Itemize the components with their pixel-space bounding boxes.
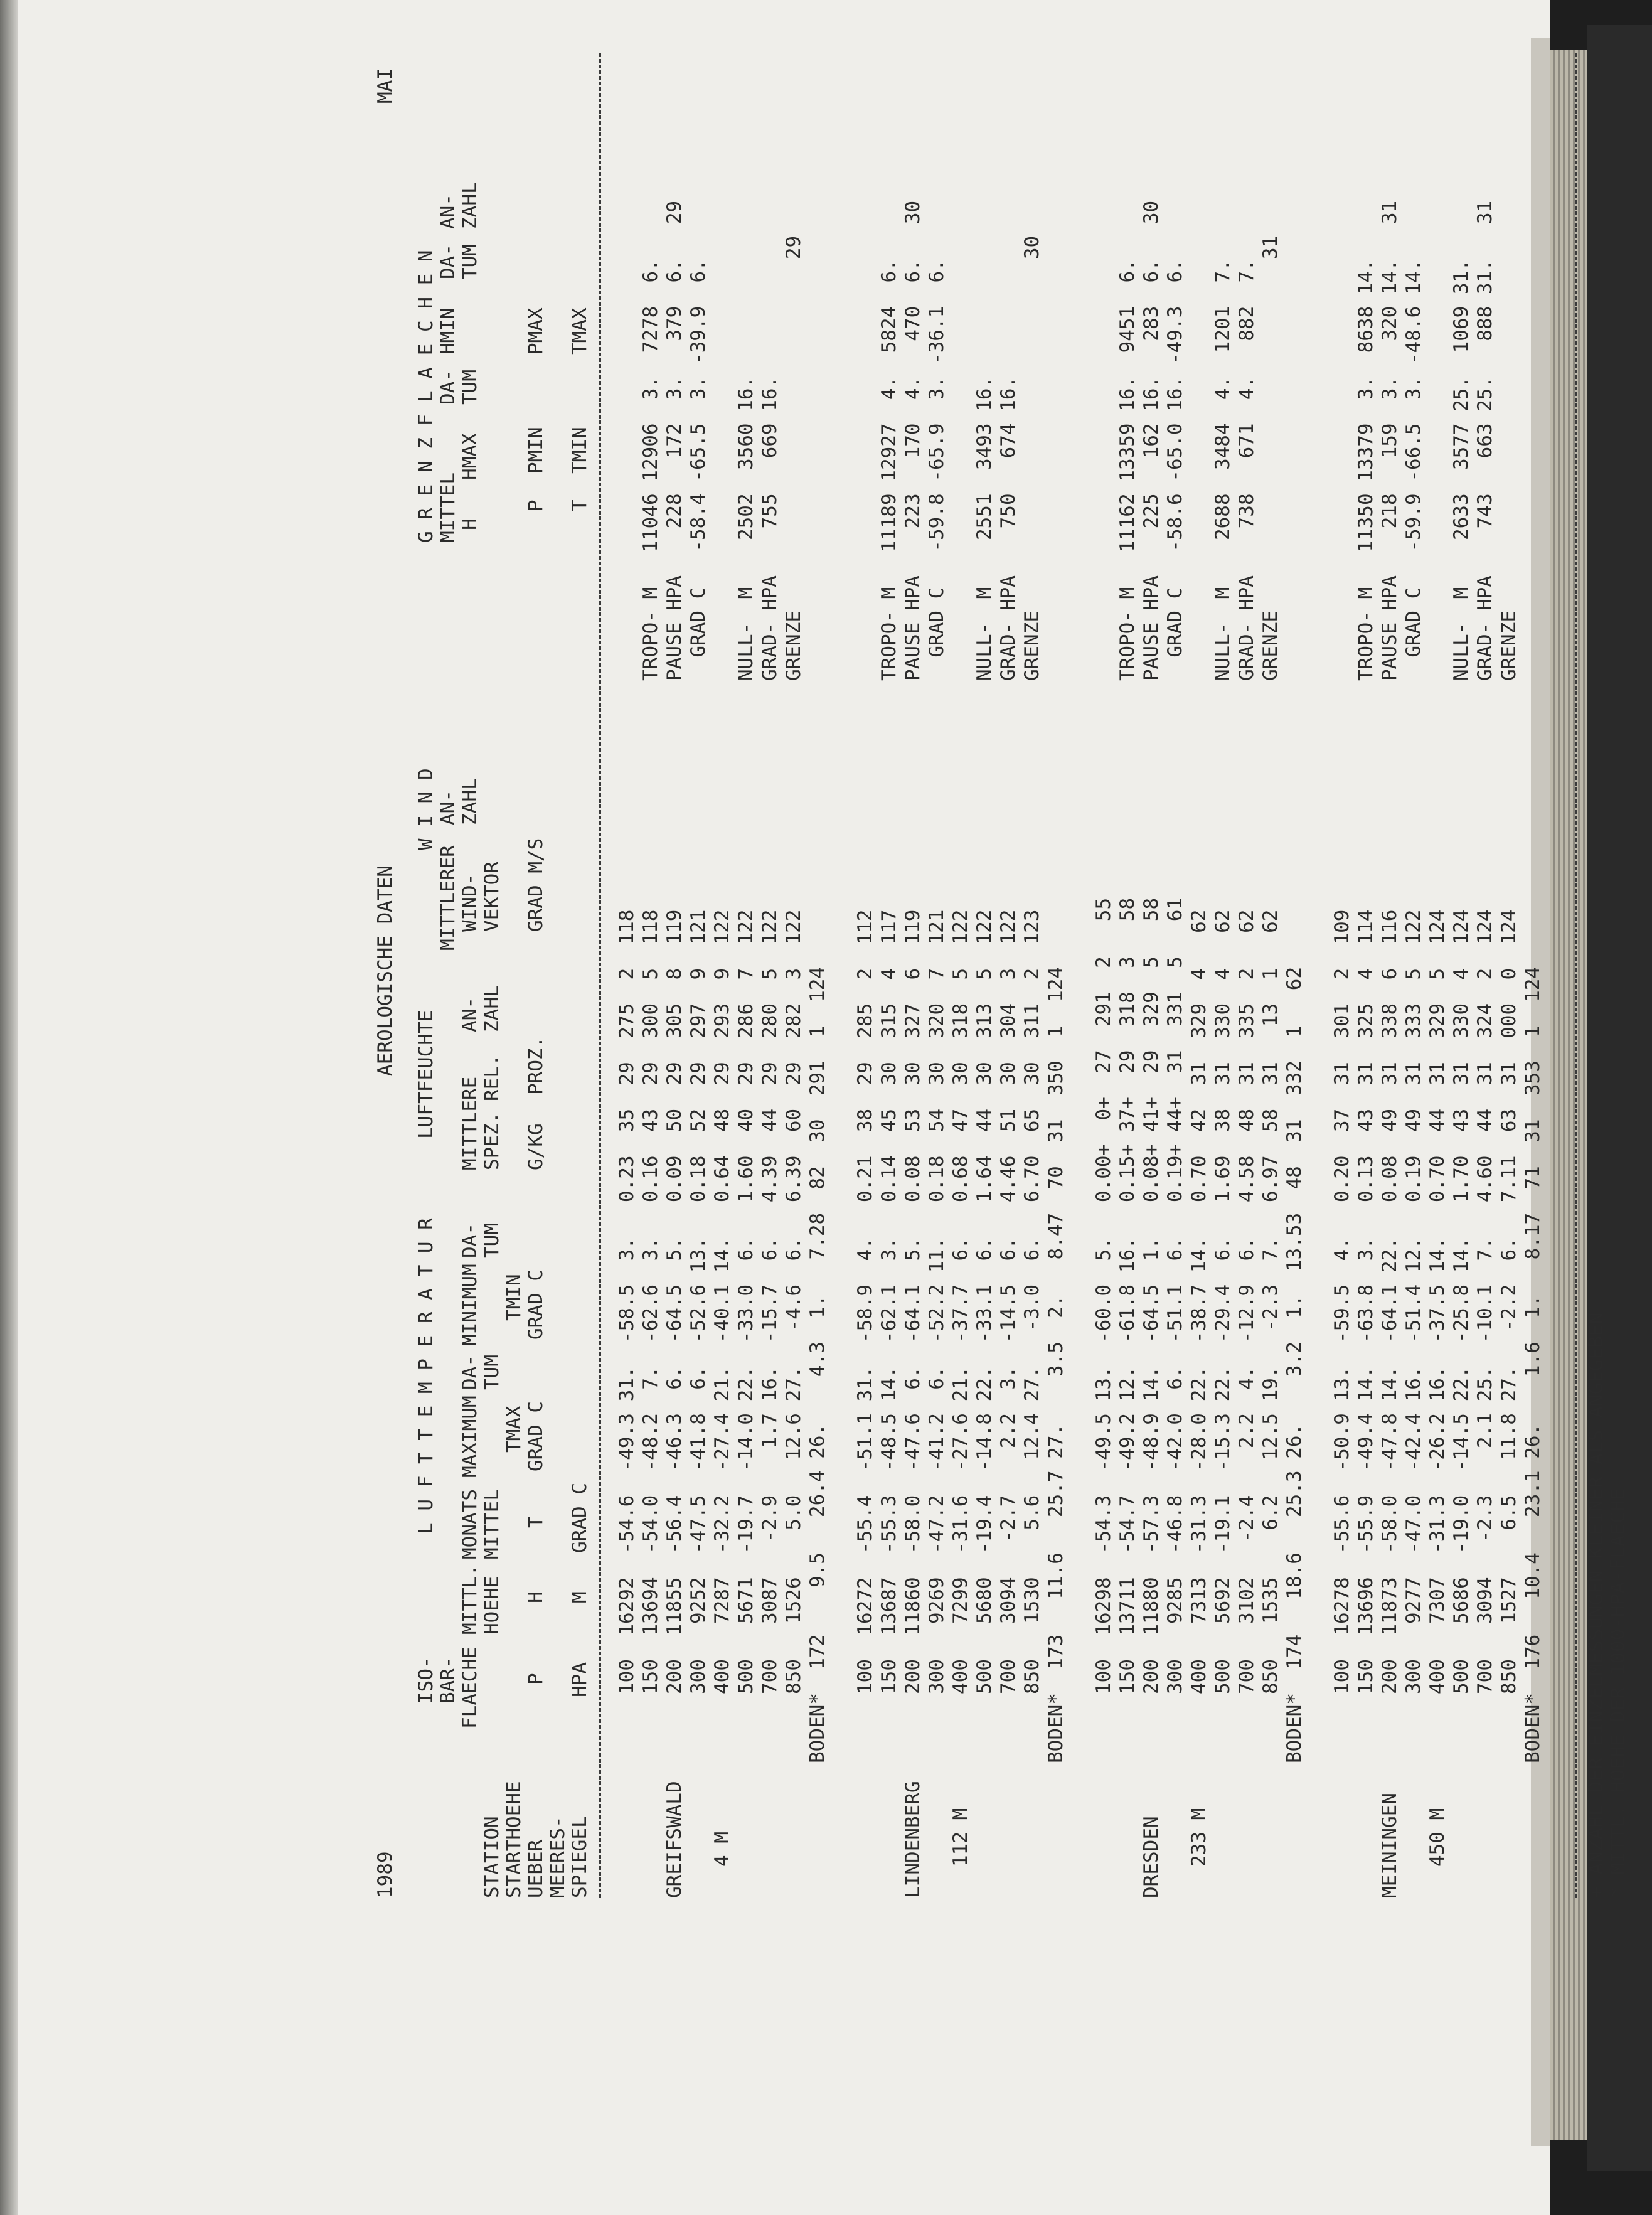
table-row: 500 5671 -19.7 -14.0 22. -33.0 6. 1.60 40 29 286 7 122 xyxy=(735,909,757,1694)
grenzflaeche-row: GRAD C -58.4 -65.5 3. -39.9 6. xyxy=(687,259,710,681)
grenzflaeche-row: GRENZE xyxy=(1498,611,1520,681)
table-row: 150 13694 -54.0 -48.2 7. -62.6 3. 0.16 43 29 300 5 118 xyxy=(639,909,662,1694)
section-luftfeuchte: LUFTFEUCHTE xyxy=(415,1010,437,1139)
hdr-wind-an: AN- xyxy=(437,790,459,825)
page-gutter xyxy=(0,0,18,2215)
hdr-g-tum2: TUM xyxy=(459,244,481,279)
hdr-g-pmin: PMIN xyxy=(525,427,547,474)
hdr-station: STATION xyxy=(481,1816,503,1898)
grenzflaeche-row: GRAD C -58.6 -65.0 16. -49.3 6. xyxy=(1164,259,1186,681)
station-name: LINDENBERG xyxy=(902,1781,924,1898)
header-rule xyxy=(599,53,601,1898)
hdr-monats: MONATS xyxy=(459,1489,481,1559)
hdr-g-mittel: MITTEL xyxy=(437,472,459,543)
table-row: 500 5686 -19.0 -14.5 22. -25.8 14. 1.70 43 31 330 4 124 xyxy=(1450,909,1473,1694)
station-height: 4 M xyxy=(711,1832,733,1867)
hdr-g-zahl: ZAHL xyxy=(459,182,481,229)
table-row: 500 5692 -19.1 -15.3 22. -29.4 6. 1.69 38 31 330 4 62 xyxy=(1212,909,1234,1694)
table-row: 200 11880 -57.3 -48.9 14. -64.5 1. 0.08+ 41+ 29 329 5 58 xyxy=(1140,897,1163,1694)
table-row: 150 13711 -54.7 -49.2 12. -61.8 16. 0.15+ 37+ 29 318 3 58 xyxy=(1116,897,1139,1694)
hdr-g-hmax: HMAX xyxy=(459,433,481,480)
hdr-g-pmax: PMAX xyxy=(525,307,547,355)
table-row: 100 16278 -55.6 -50.9 13. -59.5 4. 0.20 37 31 301 2 109 xyxy=(1331,909,1353,1694)
table-row: 100 16292 -54.6 -49.3 31. -58.5 3. 0.23 35 29 275 2 118 xyxy=(616,909,638,1694)
grenzflaeche-row: GRAD- HPA 750 674 16. xyxy=(997,376,1020,681)
hdr-g-p: P xyxy=(525,499,547,511)
table-row: 100 16298 -54.3 -49.5 13. -60.0 5. 0.00+ 0+ 27 291 2 55 xyxy=(1092,897,1115,1694)
hdr-max-tum: TUM xyxy=(481,1355,503,1390)
grenzflaeche-row: GRAD- HPA 738 671 4. 882 7. xyxy=(1235,259,1258,681)
grenzflaeche-row: NULL- M 2551 3493 16. xyxy=(973,376,996,681)
hdr-minimum: MINIMUM xyxy=(459,1264,481,1346)
grenzflaeche-row: GRAD- HPA 743 663 25. 888 31. 31 xyxy=(1474,200,1496,681)
hdr-an: AN- xyxy=(459,997,481,1032)
hdr-tmax: TMAX xyxy=(503,1406,525,1453)
hdr-max-da: DA- xyxy=(459,1355,481,1390)
hdr-g-tmax: TMAX xyxy=(568,307,591,355)
grenzflaeche-row: PAUSE HPA 225 162 16. 283 6. 30 xyxy=(1140,200,1163,681)
hdr-zahl: ZAHL xyxy=(481,985,503,1032)
grenzflaeche-row: PAUSE HPA 218 159 3. 320 14. 31 xyxy=(1378,200,1401,681)
hdr-rel: REL. xyxy=(481,1054,503,1101)
table-row: 400 7313 -31.3 -28.0 22. -38.7 14. 0.70 42 31 329 4 62 xyxy=(1188,909,1210,1694)
table-row: 300 9252 -47.5 -41.8 6. -52.6 13. 0.18 52 29 297 9 121 xyxy=(687,909,710,1694)
grenzflaeche-row: TROPO- M 11350 13379 3. 8638 14. xyxy=(1355,259,1377,681)
footnote-1: + ANZAHL DER EINZELMESSUNGEN KLEINER ALS ANGEGEBEN xyxy=(1585,1312,1607,1898)
grenzflaeche-row: NULL- M 2688 3484 4. 1201 7. xyxy=(1212,259,1234,681)
hdr-gradc-t: GRAD C xyxy=(568,1483,591,1553)
table-row: BODEN* 176 10.4 23.1 26. 1.6 1. 8.17 71 31 353 1 124 xyxy=(1521,966,1544,1763)
table-row: 700 3094 -2.3 2.1 25. -10.1 7. 4.60 44 31 324 2 124 xyxy=(1474,909,1496,1694)
table-row: 300 9269 -47.2 -41.2 6. -52.2 11. 0.18 54 30 320 7 121 xyxy=(925,909,948,1694)
hdr-gkg: G/KG xyxy=(525,1123,547,1170)
hdr-iso: ISO- xyxy=(415,1657,437,1704)
hdr-mittlerer: MITTLERER xyxy=(437,845,459,951)
month: MAI xyxy=(374,68,397,104)
hdr-gradc-max: GRAD C xyxy=(525,1401,547,1471)
grenzflaeche-row: GRAD- HPA 755 669 16. xyxy=(759,376,781,681)
hdr-min-tum: TUM xyxy=(481,1223,503,1258)
hdr-min-da: DA- xyxy=(459,1223,481,1258)
hdr-wind: WIND- xyxy=(459,873,481,932)
footer-rule xyxy=(1575,53,1577,1898)
grenzflaeche-row: PAUSE HPA 223 170 4. 470 6. 30 xyxy=(902,200,924,681)
table-row: 300 9277 -47.0 -42.4 16. -51.4 12. 0.19 49 31 333 5 122 xyxy=(1402,909,1425,1694)
hdr-mittel: MITTEL xyxy=(481,1489,503,1559)
table-row: BODEN* 172 9.5 26.4 26. 4.3 1. 7.28 82 30 291 1 124 xyxy=(806,966,829,1763)
hdr-mittl: MITTL. xyxy=(459,1564,481,1635)
hdr-gradc-min: GRAD C xyxy=(525,1269,547,1340)
hdr-p: P xyxy=(525,1673,547,1685)
grenzflaeche-row: GRAD C -59.9 -66.5 3. -48.6 14. xyxy=(1402,259,1425,681)
hdr-t: T xyxy=(525,1516,547,1528)
table-row: 200 11855 -56.4 -46.3 6. -64.5 5. 0.09 50 29 305 8 119 xyxy=(663,909,686,1694)
section-grenzflaechen: G R E N Z F L A E C H E N xyxy=(415,250,437,543)
hdr-h: H xyxy=(525,1591,547,1603)
grenzflaeche-row: PAUSE HPA 228 172 3. 379 6. 29 xyxy=(663,200,686,681)
document-title: AEROLOGISCHE DATEN xyxy=(374,865,397,1076)
hdr-vektor: VEKTOR xyxy=(481,862,503,932)
hdr-mittlere: MITTLERE xyxy=(459,1076,481,1170)
table-row: 200 11860 -58.0 -47.6 6. -64.1 5. 0.08 53 30 327 6 119 xyxy=(902,909,924,1694)
station-height: 450 M xyxy=(1426,1808,1449,1867)
station-name: DRESDEN xyxy=(1140,1816,1163,1898)
table-row: 150 13687 -55.3 -48.5 14. -62.1 3. 0.14 45 30 315 4 117 xyxy=(878,909,900,1694)
hdr-spez: SPEZ. xyxy=(481,1111,503,1170)
hdr-g-da: DA- xyxy=(437,370,459,405)
hdr-wind-zahl: ZAHL xyxy=(459,778,481,825)
station-height: 112 M xyxy=(949,1808,972,1867)
table-row: 200 11873 -58.0 -47.8 14. -64.1 22. 0.08 49 31 338 6 116 xyxy=(1378,909,1401,1694)
hdr-g-an: AN- xyxy=(437,194,459,229)
grenzflaeche-row: TROPO- M 11046 12906 3. 7278 6. xyxy=(639,259,662,681)
grenzflaeche-row: GRAD C -59.8 -65.9 3. -36.1 6. xyxy=(925,259,948,681)
rotated-table xyxy=(367,28,1629,1911)
footnote-2: * MITTL. HOEHE DER 1000-HPA-FLAECHE xyxy=(1607,1488,1629,1898)
hdr-hoehe: HOEHE xyxy=(481,1576,503,1635)
hdr-tmin: TMIN xyxy=(503,1274,525,1321)
hdr-bar: BAR- xyxy=(437,1657,459,1704)
table-row: 850 1535 6.2 12.5 19. -2.3 7. 6.97 58 31 13 1 62 xyxy=(1259,909,1282,1694)
hdr-spiegel: SPIEGEL xyxy=(568,1816,591,1898)
hdr-meeres: MEERES- xyxy=(546,1816,569,1898)
section-lufttemperatur: L U F T T E M P E R A T U R xyxy=(415,1218,437,1534)
table-row: 300 9285 -46.8 -42.0 6. -51.1 6. 0.19+ 44+ 31 331 5 61 xyxy=(1164,897,1186,1694)
hdr-maximum: MAXIMUM xyxy=(459,1396,481,1478)
hdr-g-t: T xyxy=(568,499,591,511)
grenzflaeche-row: GRENZE 31 xyxy=(1259,235,1282,681)
station-height: 233 M xyxy=(1188,1808,1210,1867)
table-row: 700 3102 -2.4 2.2 4. -12.9 6. 4.58 48 31 335 2 62 xyxy=(1235,909,1258,1694)
table-row: 850 1530 5.6 12.4 27. -3.0 6. 6.70 65 30 311 2 123 xyxy=(1021,909,1043,1694)
table-row: 850 1526 5.0 12.6 27. -4.6 6. 6.39 60 29 282 3 122 xyxy=(782,909,805,1694)
hdr-gradms: GRAD M/S xyxy=(525,838,547,932)
hdr-g-h: H xyxy=(459,518,481,530)
grenzflaeche-row: NULL- M 2502 3560 16. xyxy=(735,376,757,681)
table-row: 400 7287 -32.2 -27.4 21. -40.1 14. 0.64 48 29 293 9 122 xyxy=(711,909,733,1694)
year: 1989 xyxy=(374,1851,397,1898)
hdr-starthoehe: STARTHOEHE xyxy=(503,1781,525,1898)
table-row: 400 7307 -31.3 -26.2 16. -37.5 14. 0.70 44 31 329 5 124 xyxy=(1426,909,1449,1694)
station-name: MEININGEN xyxy=(1378,1793,1401,1898)
grenzflaeche-row: NULL- M 2633 3577 25. 1069 31. xyxy=(1450,259,1473,681)
hdr-g-hmin: HMIN xyxy=(437,307,459,355)
section-wind: W I N D xyxy=(415,768,437,850)
table-row: 100 16272 -55.4 -51.1 31. -58.9 4. 0.21 38 29 285 2 112 xyxy=(854,909,877,1694)
table-row: 150 13696 -55.9 -49.4 14. -63.8 3. 0.13 43 31 325 4 114 xyxy=(1355,909,1377,1694)
hdr-g-da2: DA- xyxy=(437,244,459,279)
hdr-proz: PROZ. xyxy=(525,1036,547,1095)
table-row: 700 3087 -2.9 1.7 16. -15.7 6. 4.39 44 29 280 5 122 xyxy=(759,909,781,1694)
table-row: 500 5680 -19.4 -14.8 22. -33.1 6. 1.64 44 30 313 5 122 xyxy=(973,909,996,1694)
station-name: GREIFSWALD xyxy=(663,1781,686,1898)
table-row: BODEN* 174 18.6 25.3 26. 3.2 1. 13.53 48 31 332 1 62 xyxy=(1283,966,1306,1763)
grenzflaeche-row: TROPO- M 11189 12927 4. 5824 6. xyxy=(878,259,900,681)
table-row: 850 1527 6.5 11.8 27. -2.2 6. 7.11 63 31 000 0 124 xyxy=(1498,909,1520,1694)
hdr-m: M xyxy=(568,1591,591,1603)
table-row: 400 7299 -31.6 -27.6 21. -37.7 6. 0.68 47 30 318 5 122 xyxy=(949,909,972,1694)
hdr-flaeche: FLAECHE xyxy=(459,1647,481,1729)
grenzflaeche-row: GRENZE 30 xyxy=(1021,235,1043,681)
hdr-ueber: UEBER xyxy=(525,1839,547,1898)
hdr-hpa: HPA xyxy=(568,1662,591,1697)
table-row: BODEN* 173 11.6 25.7 27. 3.5 2. 8.47 70 31 350 1 124 xyxy=(1045,966,1067,1763)
grenzflaeche-row: GRENZE 29 xyxy=(782,235,805,681)
table-row: 700 3094 -2.7 2.2 3. -14.5 6. 4.46 51 30 304 3 122 xyxy=(997,909,1020,1694)
hdr-g-tmin: TMIN xyxy=(568,427,591,474)
grenzflaeche-row: TROPO- M 11162 13359 16. 9451 6. xyxy=(1116,259,1139,681)
hdr-g-tum: TUM xyxy=(459,370,481,405)
